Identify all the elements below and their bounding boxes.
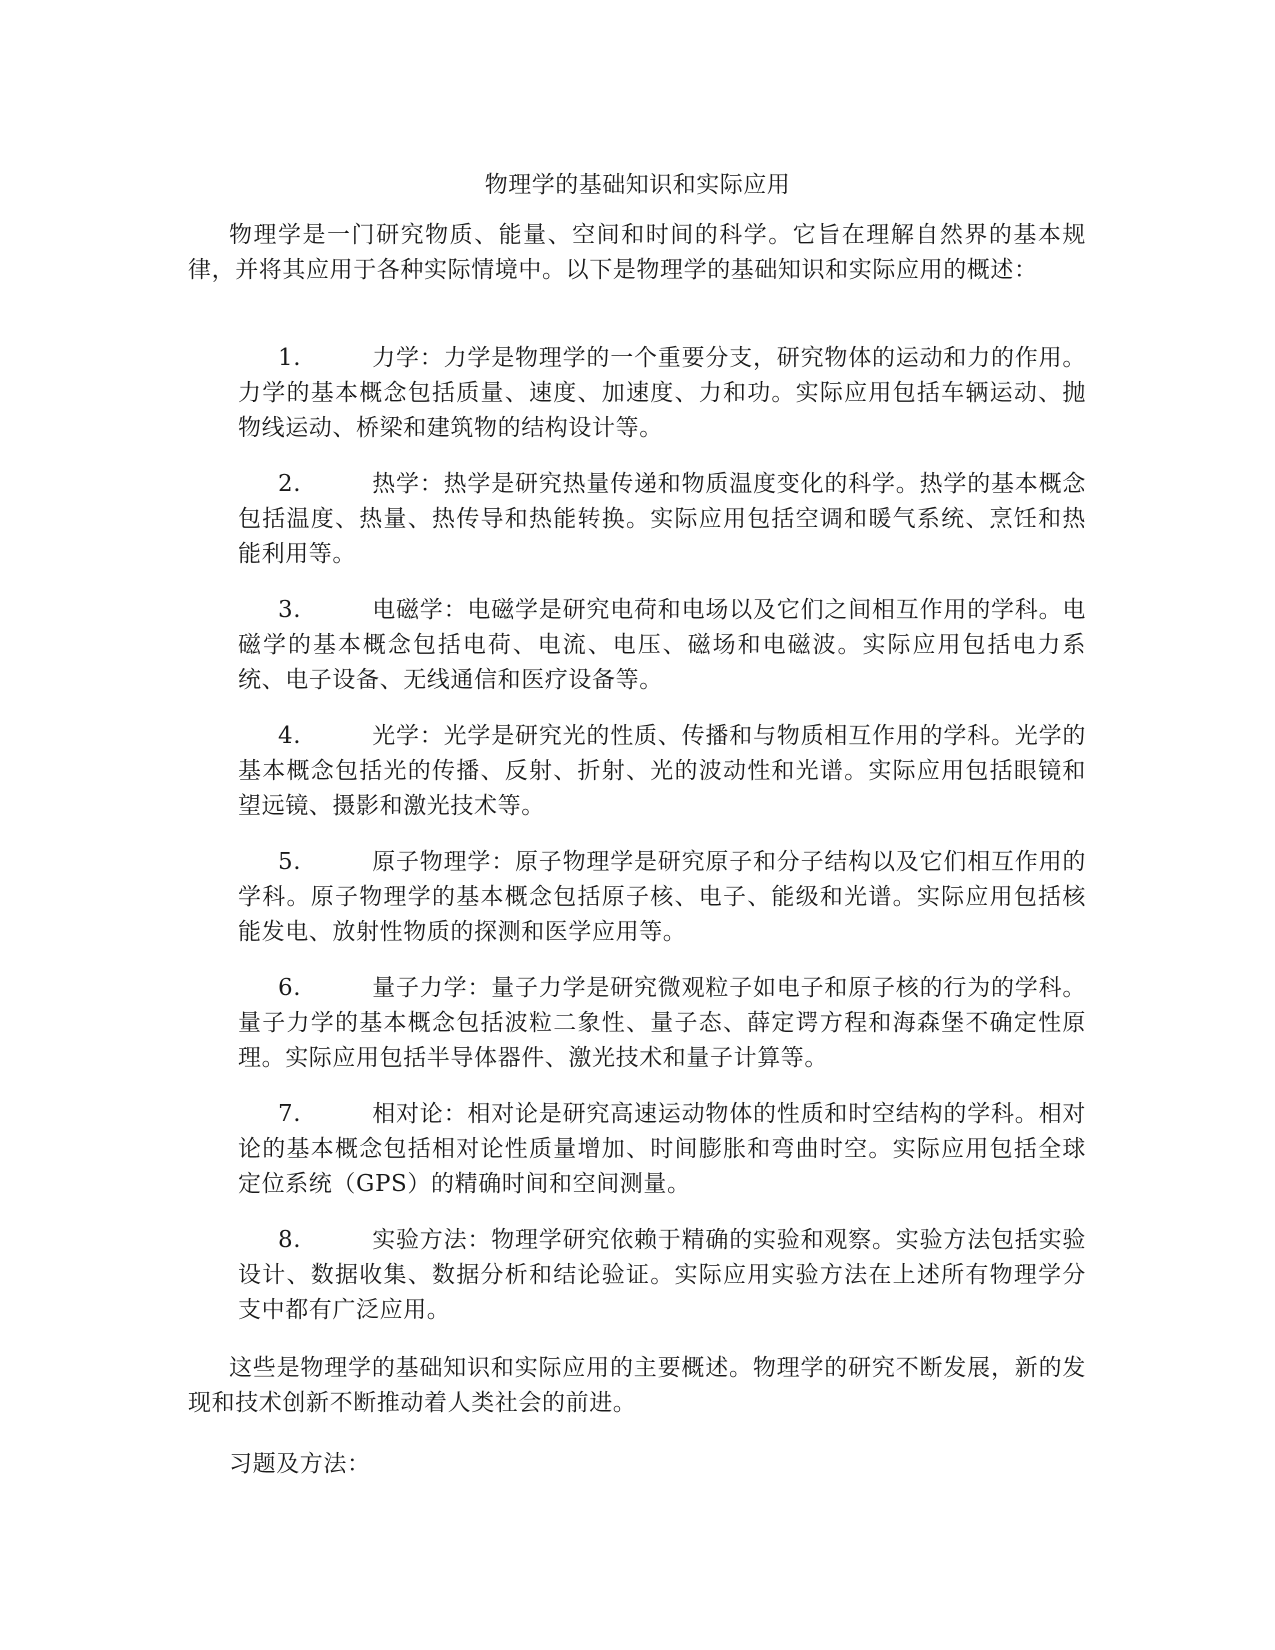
list-item-text: 原子物理学：原子物理学是研究原子和分子结构以及它们相互作用的学科。原子物理学的基本概念包括原子核、电子、能级和光谱。实际应用包括核能发电、放射性物质的探测和医学应用等。	[238, 849, 1086, 945]
page-title: 物理学的基础知识和实际应用	[484, 172, 791, 198]
list-item-number: 5.	[278, 849, 302, 875]
list-item-text: 量子力学：量子力学是研究微观粒子如电子和原子核的行为的学科。量子力学的基本概念包括波粒二象性、量子态、薛定谔方程和海森堡不确定性原理。实际应用包括半导体器件、激光技术和量子计算等。	[238, 975, 1086, 1071]
list-item	[238, 845, 1086, 950]
exercises-heading: 习题及方法：	[229, 1451, 371, 1477]
list-item-number: 3.	[278, 597, 302, 623]
intro-paragraph: 物理学是一门研究物质、能量、空间和时间的科学。它旨在理解自然界的基本规律，并将其应用于各种实际情境中。以下是物理学的基础知识和实际应用的概述：	[188, 222, 1086, 283]
list-item	[238, 593, 1086, 698]
list-item-text: 力学：力学是物理学的一个重要分支，研究物体的运动和力的作用。力学的基本概念包括质量、速度、加速度、力和功。实际应用包括车辆运动、抛物线运动、桥梁和建筑物的结构设计等。	[238, 345, 1086, 441]
list-item-text: 实验方法：物理学研究依赖于精确的实验和观察。实验方法包括实验设计、数据收集、数据分析和结论验证。实际应用实验方法在上述所有物理学分支中都有广泛应用。	[238, 1227, 1086, 1323]
list-item-number: 6.	[278, 975, 302, 1001]
list-item-text: 光学：光学是研究光的性质、传播和与物质相互作用的学科。光学的基本概念包括光的传播、反射、折射、光的波动性和光谱。实际应用包括眼镜和望远镜、摄影和激光技术等。	[238, 723, 1086, 819]
list-item	[238, 341, 1086, 446]
list-item-text: 电磁学：电磁学是研究电荷和电场以及它们之间相互作用的学科。电磁学的基本概念包括电荷、电流、电压、磁场和电磁波。实际应用包括电力系统、电子设备、无线通信和医疗设备等。	[238, 597, 1086, 693]
list-item-number: 7.	[278, 1101, 302, 1127]
list-item-number: 4.	[278, 723, 302, 749]
list-item-text: 热学：热学是研究热量传递和物质温度变化的科学。热学的基本概念包括温度、热量、热传导和热能转换。实际应用包括空调和暖气系统、烹饪和热能利用等。	[238, 471, 1086, 567]
list-item-text: 相对论：相对论是研究高速运动物体的性质和时空结构的学科。相对论的基本概念包括相对论性质量增加、时间膨胀和弯曲时空。实际应用包括全球定位系统（GPS）的精确时间和空间测量。	[238, 1101, 1086, 1197]
list-item	[238, 1223, 1086, 1328]
list-item	[238, 1097, 1086, 1202]
list-item-number: 2.	[278, 471, 302, 497]
list-item	[238, 719, 1086, 824]
list-item	[238, 971, 1086, 1076]
list-item-number: 8.	[278, 1227, 302, 1253]
list-item-number: 1.	[278, 345, 302, 371]
list-item	[238, 467, 1086, 572]
summary-paragraph: 这些是物理学的基础知识和实际应用的主要概述。物理学的研究不断发展，新的发现和技术创新不断推动着人类社会的前进。	[188, 1355, 1086, 1416]
